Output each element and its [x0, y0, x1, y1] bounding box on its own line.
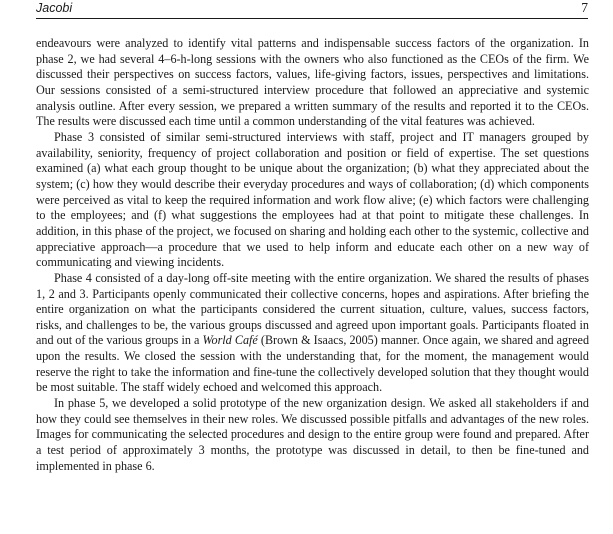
header-rule — [36, 18, 588, 19]
world-cafe-term: World Café — [202, 333, 258, 348]
paragraph-phase-2: endeavours were analyzed to identify vital patterns and indispensable success factors of the organization. In phase 2, we had several 4–6-h-long sessions with the owners who also functioned as the CEOs of the firm. We discussed their perspectives on success factors, values, life-giving factors, issues, perspectives and limitations. Our sessions consisted of a semi-structured interview procedure that followed an appreciative and systemic analysis outline. After every session, we prepared a written summary of the results and reported it to the CEOs. The results were discussed each time until a common understanding of the vital features was achieved. — [36, 36, 589, 129]
page-number: 7 — [581, 0, 588, 15]
running-head-author: Jacobi — [36, 1, 73, 15]
paragraph-phase-4-text-before: Phase 4 consisted of a day-long off-site meeting with the entire organization. We shared the results of phases 1, 2 and 3. Participants openly communicated their collective concerns, hopes and aspirations. After briefing the entire organization on what the participants considered the current situation, culture, values, success factors, risks, and challenges to be, the various groups discussed and agreed upon important goals. Participants floated in and out of the various groups in a — [36, 270, 589, 348]
paragraph-phase-4 — [36, 271, 589, 396]
running-head — [0, 0, 613, 20]
paragraph-phase-4-text-after: (Brown & Isaacs, 2005) manner. Once again, we shared and agreed upon the results. We closed the session with the understanding that, for the moment, the management would reserve the right to take the information and fine-tune the collectively developed solution that they thought would be most suitable. The staff widely echoed and welcomed this approach. — [36, 333, 590, 395]
body-text — [36, 36, 589, 474]
paragraph-phase-5: In phase 5, we developed a solid prototype of the new organization design. We asked all stakeholders if and how they could see themselves in their new roles. We discussed possible pitfalls and advantages of the new roles. Images for communicating the selected procedures and design to the entire group were found and prepared. After a test period of approximately 3 months, the prototype was discussed in detail, to then be fine-tuned and implemented in phase 6. — [36, 396, 589, 473]
paragraph-phase-3: Phase 3 consisted of similar semi-structured interviews with staff, project and IT managers grouped by availability, seniority, frequency of project collaboration and position or field of expertise. The set questions examined (a) what each group thought to be unique about the organization; (b) what they appreciated about the system; (c) how they would describe their everyday procedures and ways of collaboration; (d) which components were perceived as vital to keep the required information and work flow alive; (e) which factors were challenging to the employees; and (f) what suggestions the employees had at that point to mitigate these challenges. In addition, in this phase of the project, we focused on sharing and holding each other to the systemic, collective and appreciative approach—a procedure that we used to help inform and educate each other on a new way of communicating and viewing incidents. — [36, 129, 589, 270]
